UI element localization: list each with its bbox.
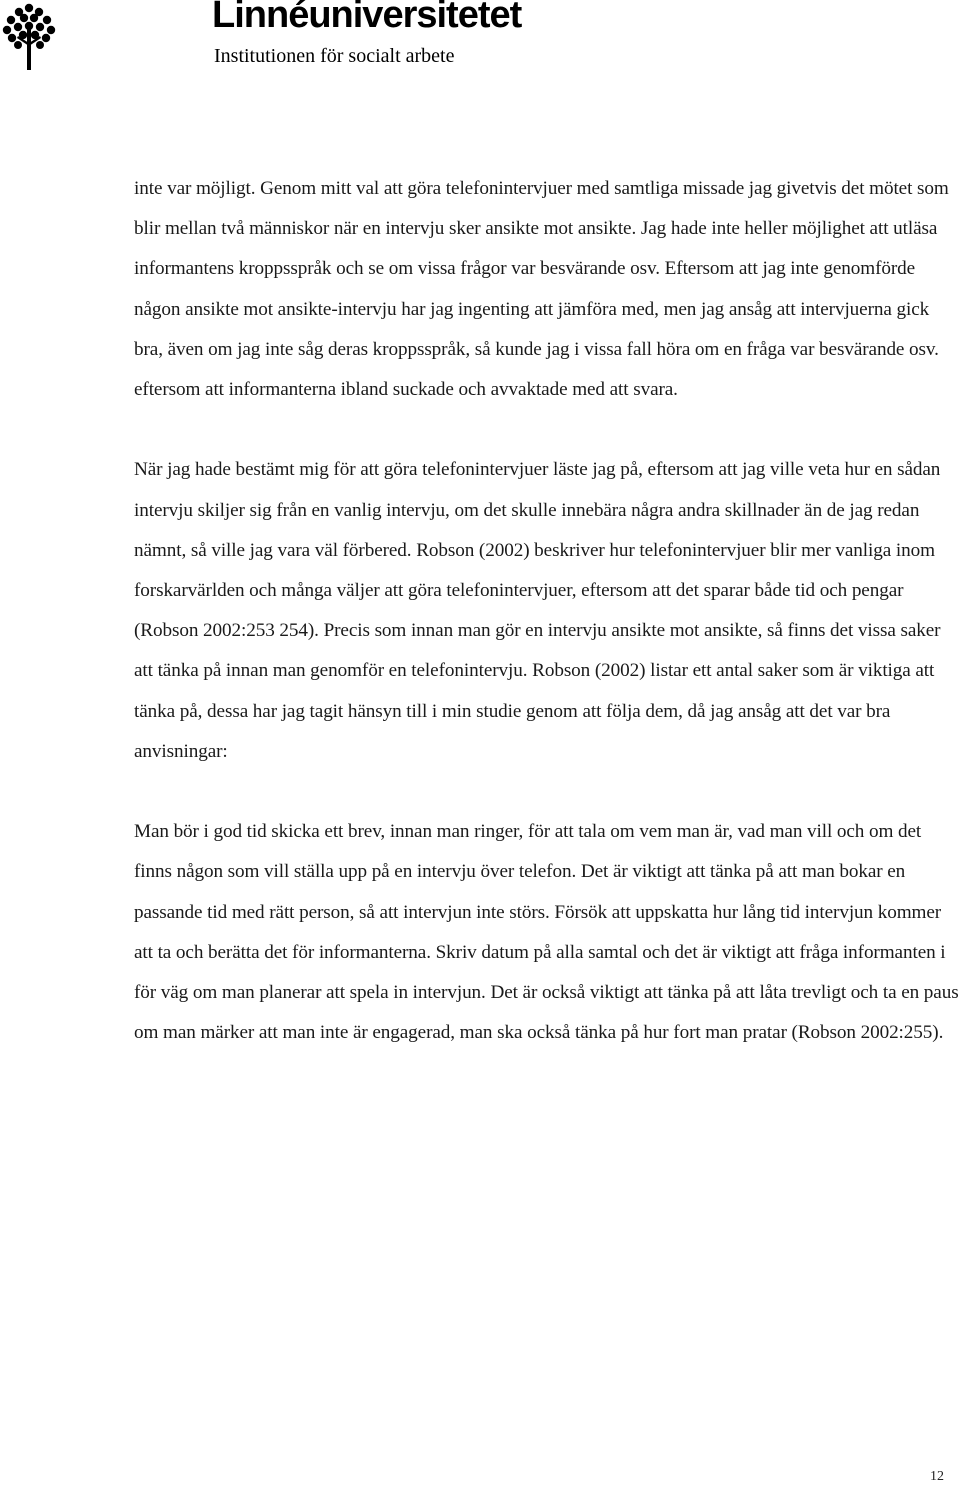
document-body <box>134 169 960 1053</box>
paragraph-guidelines: Man bör i god tid skicka ett brev, innan man ringer, för att tala om vem man är, vad man vill och om det finns någon som vill ställa upp på en intervju över telefon. Det är viktigt att tänka på att man bokar en passande tid med rätt person, så att intervjun inte störs. Försök att uppskatta hur lång tid intervjun kommer att ta och berätta det för informanterna. Skriv datum på alla samtal och det är viktigt att fråga informanten i för väg om man planerar att spela in intervjun. Det är också viktigt att tänka på att låta trevligt och ta en paus om man märker att man inte är engagerad, man ska också tänka på hur fort man pratar (Robson 2002:255). <box>134 821 959 1044</box>
department-subtitle: Institutionen för socialt arbete <box>214 45 455 67</box>
tree-logo-icon <box>2 2 56 70</box>
paragraph-interview-limitations: inte var möjligt. Genom mitt val att göra telefonintervjuer med samtliga missade jag givetvis det mötet som blir mellan två människor när en intervju sker ansikte mot ansikte. Jag hade inte heller möjlighet att utläsa informantens kroppsspråk och se om vissa frågor var besvärande osv. Eftersom att jag inte genomförde någon ansikte mot ansikte-intervju har jag ingenting att jämföra med, men jag ansåg att intervjuerna gick bra, även om jag inte såg deras kroppsspråk, så kunde jag i vissa fall höra om en fråga var besvärande osv. eftersom att informanterna ibland suckade och avvaktade med att svara. <box>134 178 949 401</box>
paragraph-telephone-interviews: När jag hade bestämt mig för att göra telefonintervjuer läste jag på, eftersom att jag ville veta hur en sådan intervju skiljer sig från en vanlig intervju, om det skulle innebära några andra skillnader än de jag redan nämnt, så ville jag vara väl förbered. Robson (2002) beskriver hur telefonintervjuer blir mer vanliga inom forskarvärlden och många väljer att göra telefonintervjuer, eftersom att det sparar både tid och pengar (Robson 2002:253 254). Precis som innan man gör en intervju ansikte mot ansikte, så finns det vissa saker att tänka på innan man genomför en telefonintervju. Robson (2002) listar ett antal saker som är viktiga att tänka på, dessa har jag tagit hänsyn till i min studie genom att följa dem, då jag ansåg att det var bra anvisningar: <box>134 459 941 762</box>
university-wordmark: Linnéuniversitetet <box>212 0 522 36</box>
page-header <box>2 0 622 72</box>
page-number: 12 <box>930 1469 944 1484</box>
